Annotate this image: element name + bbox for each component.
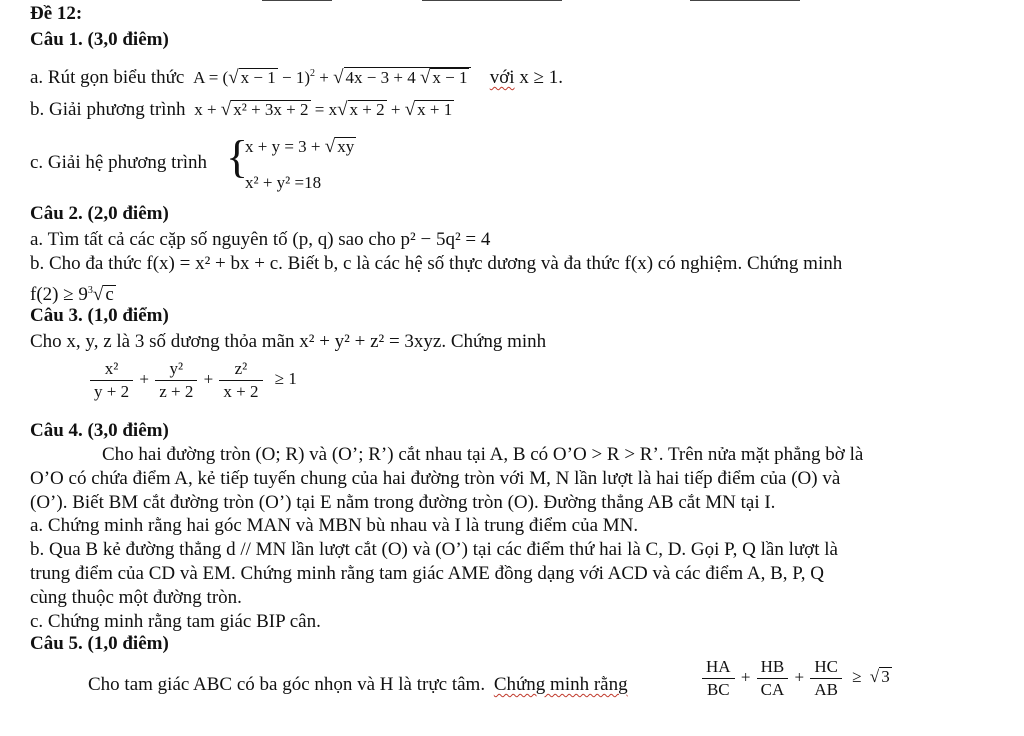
- fraction: $\frac{\text{y²}}{z + 2}$: [155, 358, 197, 403]
- q1-part-c-label: c. Giải hệ phương trình: [30, 152, 208, 173]
- fraction: $\frac{HB}{CA}$: [757, 656, 789, 701]
- q5-header: Câu 5. (1,0 điêm): [30, 633, 169, 654]
- fraction: $\frac{\text{x²}}{y + 2}$: [90, 358, 133, 403]
- fraction: $\frac{\text{z²}}{x + 2}$: [219, 358, 262, 403]
- q1-part-b: b. Giải phương trình x + √ x² + 3x + 2 = x√ x + 2 + √ x + 1: [30, 99, 453, 120]
- system-brace: {: [226, 131, 249, 182]
- top-rule-fragment: [422, 0, 562, 1]
- exam-title: Đề 12:: [30, 3, 83, 24]
- top-rule-fragment: [262, 0, 332, 1]
- q1-system-eq1: x + y = 3 + √ xy: [245, 136, 355, 157]
- q3-header: Câu 3. (1,0 điểm): [30, 305, 169, 326]
- q2-part-b-conclusion: $f(2) \ge 9^3√$ c: [30, 284, 114, 305]
- q4-part-b-line1: b. Qua B kẻ đường thẳng d // MN lần lượt cắt (O) và (O’) tại các điểm thứ hai là C, D. Gọi P, Q lần lượt là: [30, 539, 838, 560]
- q4-part-a: a. Chứng minh rằng hai góc MAN và MBN bù nhau và I là trung điểm của MN.: [30, 515, 639, 536]
- q4-paragraph-line2: O’O có chứa điểm A, kẻ tiếp tuyến chung của hai đường tròn với M, N lần lượt là hai tiếp điểm của (O) và: [30, 468, 841, 489]
- q1-header: Câu 1. (3,0 điêm): [30, 29, 169, 50]
- q4-header: Câu 4. (3,0 điêm): [30, 420, 169, 441]
- q5-statement: Cho tam giác ABC có ba góc nhọn và H là trực tâm. Chứng minh rằng: [88, 674, 628, 695]
- q4-part-c: c. Chứng minh rằng tam giác BIP cân.: [30, 611, 321, 632]
- q3-statement: Cho x, y, z là 3 số dương thỏa mãn x² + y² + z² = 3xyz. Chứng minh: [30, 331, 547, 352]
- q5-inequality: $\frac{HA}{BC}$ + $\frac{HB}{CA}$ + $\frac{HC}{AB}$ ≥ √ 3: [700, 656, 892, 701]
- q2-part-a: a. Tìm tất cả các cặp số nguyên tố (p, q) sao cho p² − 5q² = 4: [30, 229, 491, 250]
- q4-paragraph-line3: (O’). Biết BM cắt đường tròn (O’) tại E nằm trong đường tròn (O). Đường thẳng AB cắt MN tại I.: [30, 492, 776, 513]
- q4-part-b-line2: trung điểm của CD và EM. Chứng minh rằng tam giác AME đồng dạng với ACD và các điểm A, B, P, Q: [30, 563, 824, 584]
- fraction: $\frac{HC}{AB}$: [810, 656, 842, 701]
- fraction: $\frac{HA}{BC}$: [702, 656, 735, 701]
- q4-part-b-line3: cùng thuộc một đường tròn.: [30, 587, 242, 608]
- q4-paragraph-line1: Cho hai đường tròn (O; R) và (O’; R’) cắt nhau tại A, B có O’O > R > R’. Trên nửa mặt phẳng bờ là: [102, 444, 864, 465]
- q1-system-eq2: x² + y² =18: [245, 173, 322, 192]
- q3-inequality: $\frac{\text{x²}}{y + 2}$ + $\frac{\text{y²}}{z + 2}$ + $\frac{\text{z²}}{x + 2}$ ≥ 1: [88, 358, 297, 403]
- top-rule-fragment: [690, 0, 800, 1]
- q2-part-b: b. Cho đa thức f(x) = x² + bx + c. Biết b, c là các hệ số thực dương và đa thức f(x) có nghiệm. Chứng minh: [30, 253, 843, 274]
- q2-header: Câu 2. (2,0 điêm): [30, 203, 169, 224]
- q1-part-a: a. Rút gọn biểu thức A = (√ x − 1 − 1)$^2$ + √ 4x − 3 + 4 √ x − 1 với x ≥ 1.: [30, 67, 563, 88]
